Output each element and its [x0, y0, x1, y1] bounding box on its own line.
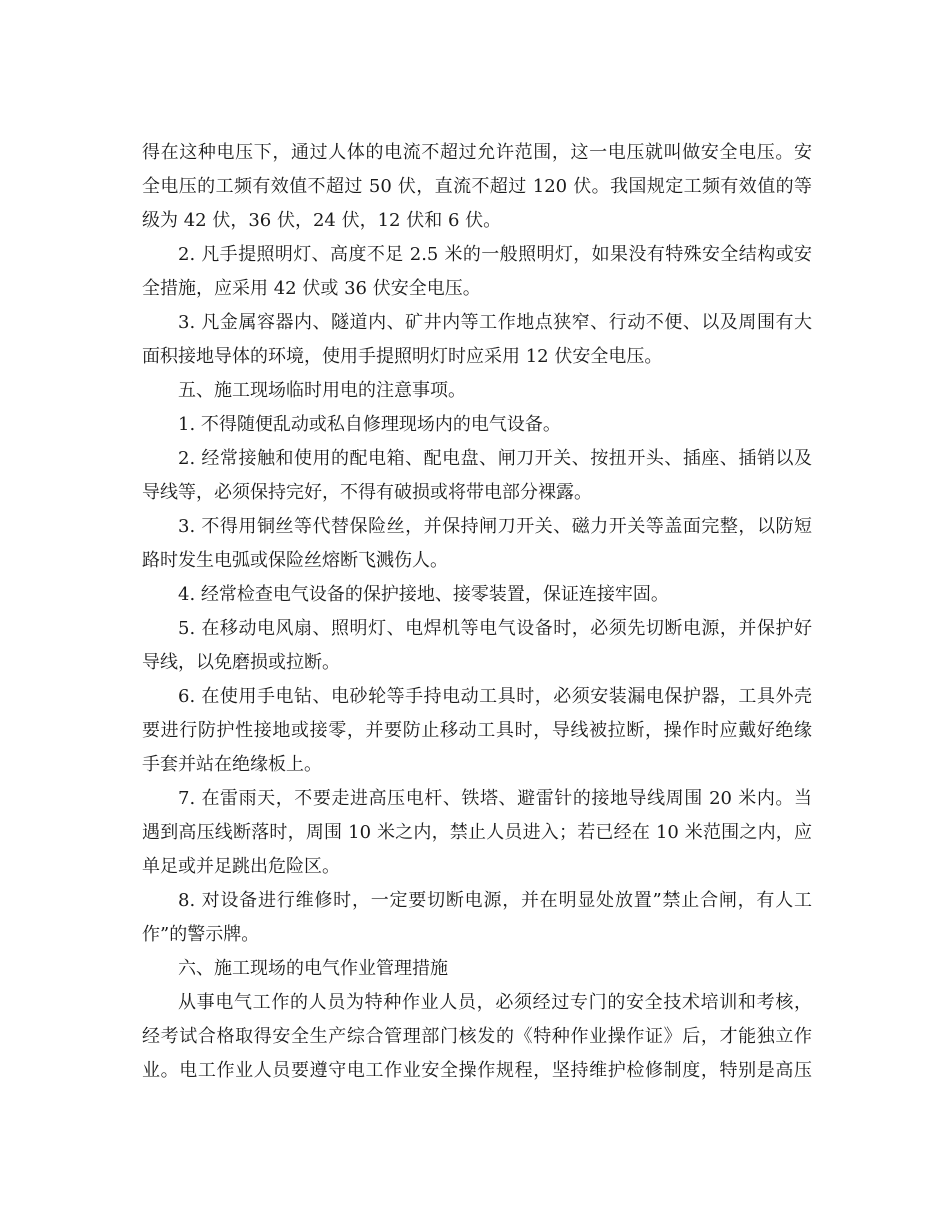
text-line: 7. 在雷雨天，不要走进高压电杆、铁塔、避雷针的接地导线周围 20 米内。当 — [178, 788, 812, 809]
text-line: 1. 不得随便乱动或私自修理现场内的电气设备。 — [178, 414, 561, 435]
text-line: 2. 经常接触和使用的配电箱、配电盘、闸刀开关、按扭开头、插座、插销以及 — [178, 448, 812, 469]
text-line: 2. 凡手提照明灯、高度不足 2.5 米的一般照明灯，如果没有特殊安全结构或安 — [178, 244, 812, 265]
paragraph-5-item-4 — [142, 578, 812, 612]
paragraph-safe-voltage-definition — [142, 136, 812, 238]
paragraph-item-3-metal-container — [142, 306, 812, 374]
paragraph-5-item-3 — [142, 510, 812, 578]
text-line: 手套并站在绝缘板上。 — [142, 754, 322, 775]
text-line: 从事电气工作的人员为特种作业人员，必须经过专门的安全技术培训和考核， — [178, 992, 812, 1013]
paragraph-5-item-6 — [142, 680, 812, 782]
section-heading-5 — [142, 374, 812, 408]
text-line: 单足或并足跳出危险区。 — [142, 856, 340, 877]
text-line: 遇到高压线断落时，周围 10 米之内，禁止人员进入；若已经在 10 米范围之内，应 — [142, 822, 812, 843]
text-line: 3. 凡金属容器内、隧道内、矿井内等工作地点狭窄、行动不便、以及周围有大 — [178, 312, 812, 333]
text-line: 4. 经常检查电气设备的保护接地、接零装置，保证连接牢固。 — [178, 584, 669, 605]
text-line: 业。电工作业人员要遵守电工作业安全操作规程，坚持维护检修制度，特别是高压 — [142, 1060, 812, 1081]
section-heading-6 — [142, 952, 812, 986]
text-line: 全措施，应采用 42 伏或 36 伏安全电压。 — [142, 278, 481, 299]
section-title: 六、施工现场的电气作业管理措施 — [178, 958, 448, 979]
text-line: 8. 对设备进行维修时，一定要切断电源，并在明显处放置”禁止合闸，有人工 — [178, 890, 812, 911]
text-line: 5. 在移动电风扇、照明灯、电焊机等电气设备时，必须先切断电源，并保护好 — [178, 618, 812, 639]
text-line: 作”的警示牌。 — [142, 924, 260, 945]
text-line: 路时发生电弧或保险丝熔断飞溅伤人。 — [142, 550, 448, 571]
paragraph-item-2-lighting — [142, 238, 812, 306]
document-body — [142, 136, 812, 1088]
paragraph-5-item-1 — [142, 408, 812, 442]
paragraph-5-item-2 — [142, 442, 812, 510]
text-line: 导线等，必须保持完好，不得有破损或将带电部分裸露。 — [142, 482, 592, 503]
text-line: 经考试合格取得安全生产综合管理部门核发的《特种作业操作证》后，才能独立作 — [142, 1026, 812, 1047]
section-title: 五、施工现场临时用电的注意事项。 — [178, 380, 466, 401]
paragraph-5-item-8 — [142, 884, 812, 952]
paragraph-5-item-5 — [142, 612, 812, 680]
text-line: 导线，以免磨损或拉断。 — [142, 652, 340, 673]
text-line: 全电压的工频有效值不超过 50 伏，直流不超过 120 伏。我国规定工频有效值的等 — [142, 176, 812, 197]
paragraph-6-body — [142, 986, 812, 1088]
text-line: 6. 在使用手电钻、电砂轮等手持电动工具时，必须安装漏电保护器，工具外壳 — [178, 686, 812, 707]
text-line: 级为 42 伏，36 伏，24 伏，12 伏和 6 伏。 — [142, 210, 502, 231]
text-line: 得在这种电压下，通过人体的电流不超过允许范围，这一电压就叫做安全电压。安 — [142, 142, 812, 163]
text-line: 要进行防护性接地或接零，并要防止移动工具时，导线被拉断，操作时应戴好绝缘 — [142, 720, 812, 741]
text-line: 3. 不得用铜丝等代替保险丝，并保持闸刀开关、磁力开关等盖面完整，以防短 — [178, 516, 812, 537]
text-line: 面积接地导体的环境，使用手提照明灯时应采用 12 伏安全电压。 — [142, 346, 663, 367]
paragraph-5-item-7 — [142, 782, 812, 884]
